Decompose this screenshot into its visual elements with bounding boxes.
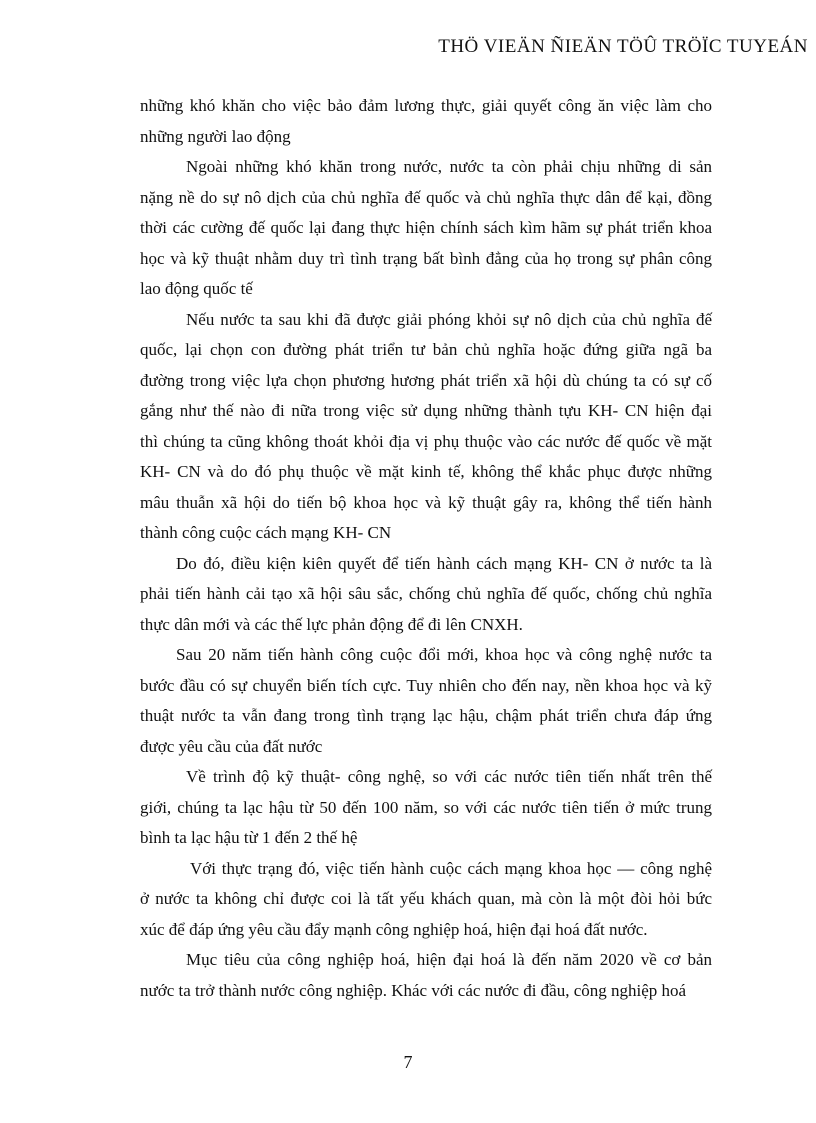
text-line: thành công cuộc cách mạng KH- CN [140,523,392,542]
paragraph [140,762,712,854]
text-line: nặng nề do sự nô dịch của chủ nghĩa đế quốc và chủ nghĩa thực dân để kại, đồng [140,187,712,207]
text-line: thì chúng ta cũng không thoát khỏi địa vị phụ thuộc vào các nước đế quốc về mặt [140,431,712,451]
text-line: thuật nước ta vẫn đang trong tình trạng lạc hậu, chậm phát triển chưa đáp ứng [140,706,712,725]
text-line: Ngoài những khó khăn trong nước, nước ta còn phải chịu những di sản [186,157,712,176]
text-line: bước đầu có sự chuyển biến tích cực. Tuy nhiên cho đến nay, nền khoa học và kỹ [140,675,712,695]
paragraph [140,640,712,762]
paragraph [140,854,712,946]
text-line: Sau 20 năm tiến hành công cuộc đổi mới, khoa học và công nghệ nước ta [176,645,712,664]
text-line: lao động quốc tế [140,279,253,298]
paragraph [140,91,712,152]
text-line: Nếu nước ta sau khi đã được giải phóng khỏi sự nô dịch của chủ nghĩa đế [186,309,712,329]
text-line: Về trình độ kỹ thuật- công nghệ, so với các nước tiên tiến nhất trên thế [186,767,712,786]
text-line: nước ta trở thành nước công nghiệp. Khác với các nước đi đầu, công nghiệp hoá [140,980,687,1000]
text-line: Do đó, điều kiện kiên quyết để tiến hành cách mạng KH- CN ở nước ta là [176,553,712,573]
text-line: mâu thuẫn xã hội do tiến bộ khoa học và kỹ thuật gây ra, không thể tiến hành [140,492,712,512]
document-body [140,91,712,1006]
text-line: xúc để đáp ứng yêu cầu đẩy mạnh công nghiệp hoá, hiện đại hoá đất nước. [140,919,648,939]
page-number: 7 [403,1052,413,1072]
page-header: THÖ VIEÄN ÑIEÄN TÖÛ TRÖÏC TUYEÁN [438,36,808,57]
text-line: quốc, lại chọn con đường phát triển tư bản chủ nghĩa hoặc đứng giữa ngã ba [140,340,712,359]
text-line: giới, chúng ta lạc hậu từ 50 đến 100 năm, so với các nước tiên tiến ở mức trung [140,797,712,817]
paragraph [140,945,712,1006]
text-line: Với thực trạng đó, việc tiến hành cuộc cách mạng khoa học — công nghệ [190,858,712,878]
text-line: được yêu cầu của đất nước [140,736,323,756]
paragraph [140,152,712,305]
paragraph [140,305,712,549]
text-line: thời các cường đế quốc lại đang thực hiện chính sách kìm hãm sự phát triển khoa [140,218,712,237]
text-line: những người lao động [140,126,291,146]
text-line: những khó khăn cho việc bảo đảm lương thực, giải quyết công ăn việc làm cho [140,96,712,115]
text-line: đường trong việc lựa chọn phương hương phát triển xã hội dù chúng ta có sự cố [140,370,712,390]
text-line: bình ta lạc hậu từ 1 đến 2 thế hệ [140,828,358,847]
paragraph [140,549,712,641]
text-line: gắng như thế nào đi nữa trong việc sử dụng những thành tựu KH- CN hiện đại [140,401,712,420]
text-line: phải tiến hành cải tạo xã hội sâu sắc, chống chủ nghĩa đế quốc, chống chủ nghĩa [140,584,712,603]
text-line: thực dân mới và các thế lực phản động để đi lên CNXH. [140,614,523,634]
text-line: học và kỹ thuật nhằm duy trì tình trạng bất bình đẳng của họ trong sự phân công [140,248,712,268]
text-line: Mục tiêu của công nghiệp hoá, hiện đại hoá là đến năm 2020 về cơ bản [186,950,712,969]
text-line: KH- CN và do đó phụ thuộc về mặt kinh tế, không thể khắc phục được những [140,462,712,481]
text-line: ở nước ta không chỉ được coi là tất yếu khách quan, mà còn là một đòi hỏi bức [140,889,712,908]
